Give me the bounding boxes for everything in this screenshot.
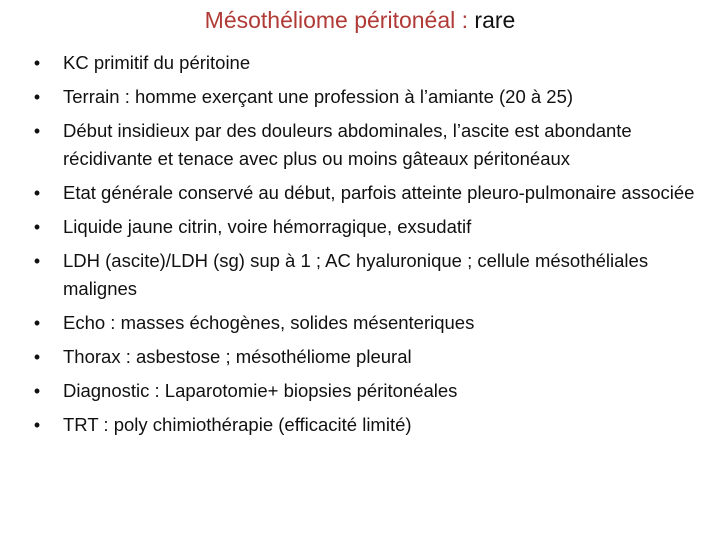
slide-title [0,4,720,36]
slide-title-plain: rare [468,7,516,33]
bullet-list [30,49,700,445]
bullet-dot-icon: • [33,183,41,203]
bullet-item [30,343,700,371]
bullet-text: Terrain : homme exerçant une profession à l’amiante (20 à 25) [63,86,574,107]
bullet-text: TRT : poly chimiothérapie (efficacité limité) [63,414,412,435]
bullet-item [30,309,700,337]
bullet-text: Diagnostic : Laparotomie+ biopsies péritonéales [63,380,458,401]
bullet-item [30,377,700,405]
bullet-item [30,83,700,111]
bullet-text: Thorax : asbestose ; mésothéliome pleural [63,346,412,367]
bullet-item [30,179,700,207]
bullet-dot-icon: • [33,121,41,141]
bullet-text: LDH (ascite)/LDH (sg) sup à 1 ; AC hyaluronique ; cellule mésothéliales malignes [63,250,649,299]
bullet-item [30,213,700,241]
slide-title-accent: Mésothéliome péritonéal : [204,7,469,33]
bullet-item [30,411,700,439]
bullet-text: Liquide jaune citrin, voire hémorragique, exsudatif [63,216,472,237]
bullet-text: KC primitif du péritoine [63,52,251,73]
bullet-dot-icon: • [33,313,41,333]
bullet-dot-icon: • [33,381,41,401]
bullet-item [30,49,700,77]
bullet-text: Echo : masses échogènes, solides mésenteriques [63,312,475,333]
bullet-dot-icon: • [33,217,41,237]
bullet-dot-icon: • [33,347,41,367]
bullet-text: Début insidieux par des douleurs abdominales, l’ascite est abondante récidivante et tenace avec plus ou moins gâteaux péritonéaux [63,120,632,169]
bullet-text: Etat générale conservé au début, parfois atteinte pleuro-pulmonaire associée [63,182,695,203]
bullet-dot-icon: • [33,87,41,107]
bullet-dot-icon: • [33,415,41,435]
bullet-dot-icon: • [33,251,41,271]
bullet-item [30,247,700,303]
bullet-item [30,117,700,173]
bullet-dot-icon: • [33,53,41,73]
